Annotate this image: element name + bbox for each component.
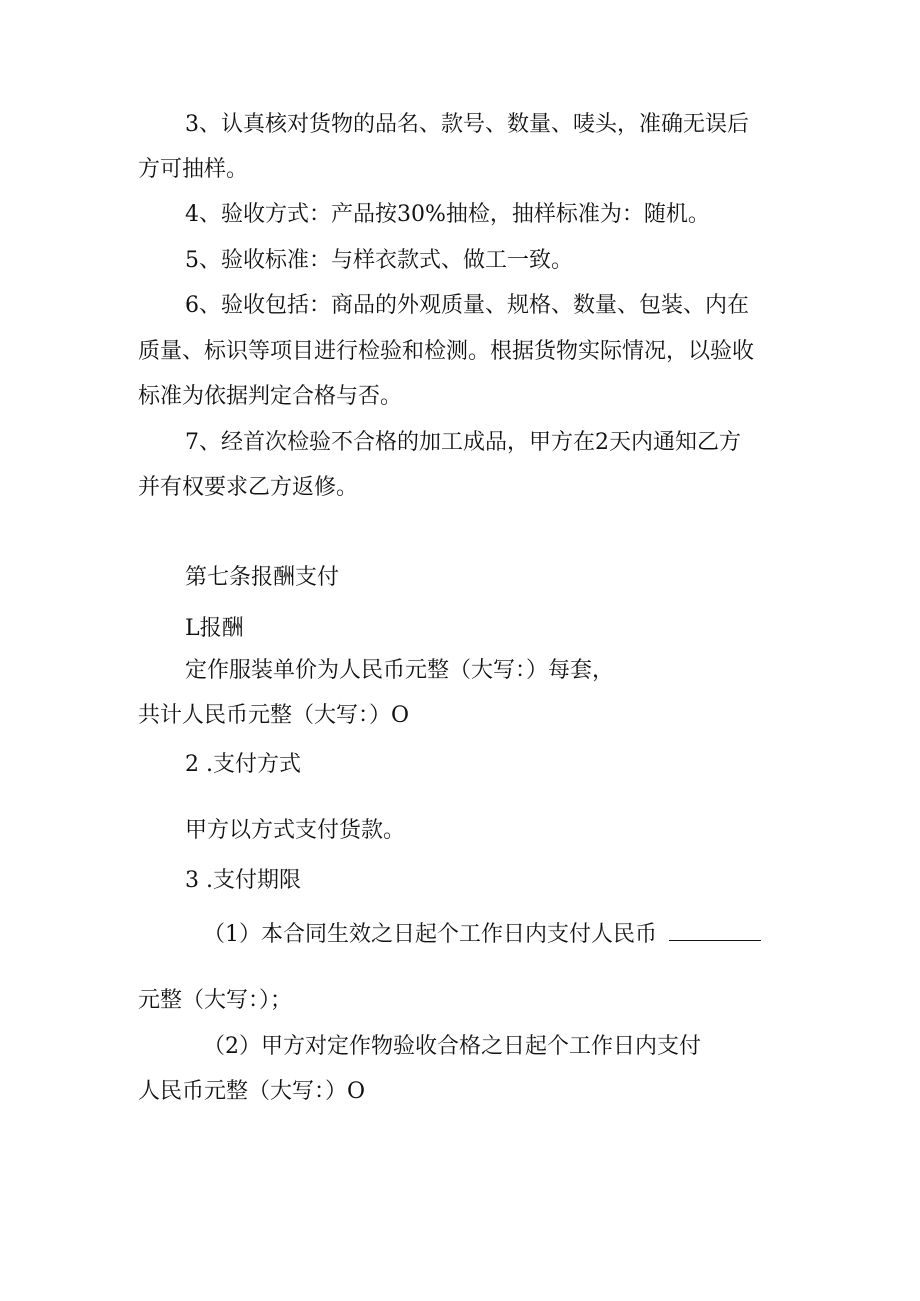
payment-term-2-line-2: 人民币元整（大写：）O xyxy=(138,1079,366,1104)
item-6-line-2: 质量、标识等项目进行检验和检测。根据货物实际情况，以验收 xyxy=(138,339,755,364)
payment-line-unit-price: 定作服装单价为人民币元整（大写：）每套， xyxy=(185,658,615,683)
item-4: 4、验收方式：产品按30%抽检，抽样标准为：随机。 xyxy=(185,202,710,227)
payment-term-1-text: （1）本合同生效之日起个工作日内支付人民币 xyxy=(203,922,657,947)
item-3-line-2: 方可抽样。 xyxy=(138,157,249,182)
payment-line-total: 共计人民币元整（大写：）O xyxy=(138,703,410,728)
article-7-heading: 第七条报酬支付 xyxy=(185,565,340,590)
payment-method-text: 甲方以方式支付货款。 xyxy=(185,818,406,843)
amount-blank-line xyxy=(669,920,761,941)
payment-term-1-line-1 xyxy=(203,920,761,950)
payment-term-2-line-1: （2）甲方对定作物验收合格之日起个工作日内支付 xyxy=(203,1034,701,1059)
item-6-line-1: 6、验收包括：商品的外观质量、规格、数量、包装、内在 xyxy=(185,293,749,318)
payment-subheading-1: L报酬 xyxy=(185,616,244,641)
payment-term-1-line-2: 元整（大写：）； xyxy=(138,988,293,1013)
payment-subheading-3: 3 .支付期限 xyxy=(185,868,301,893)
item-5: 5、验收标准：与样衣款式、做工一致。 xyxy=(185,248,573,273)
item-6-line-3: 标准为依据判定合格与否。 xyxy=(138,384,403,409)
payment-subheading-2: 2 .支付方式 xyxy=(185,752,301,777)
item-7-line-2: 并有权要求乙方返修。 xyxy=(138,475,359,500)
item-3-line-1: 3、认真核对货物的品名、款号、数量、唛头，准确无误后 xyxy=(185,112,749,137)
item-7-line-1: 7、经首次检验不合格的加工成品，甲方在2天内通知乙方 xyxy=(185,430,741,455)
